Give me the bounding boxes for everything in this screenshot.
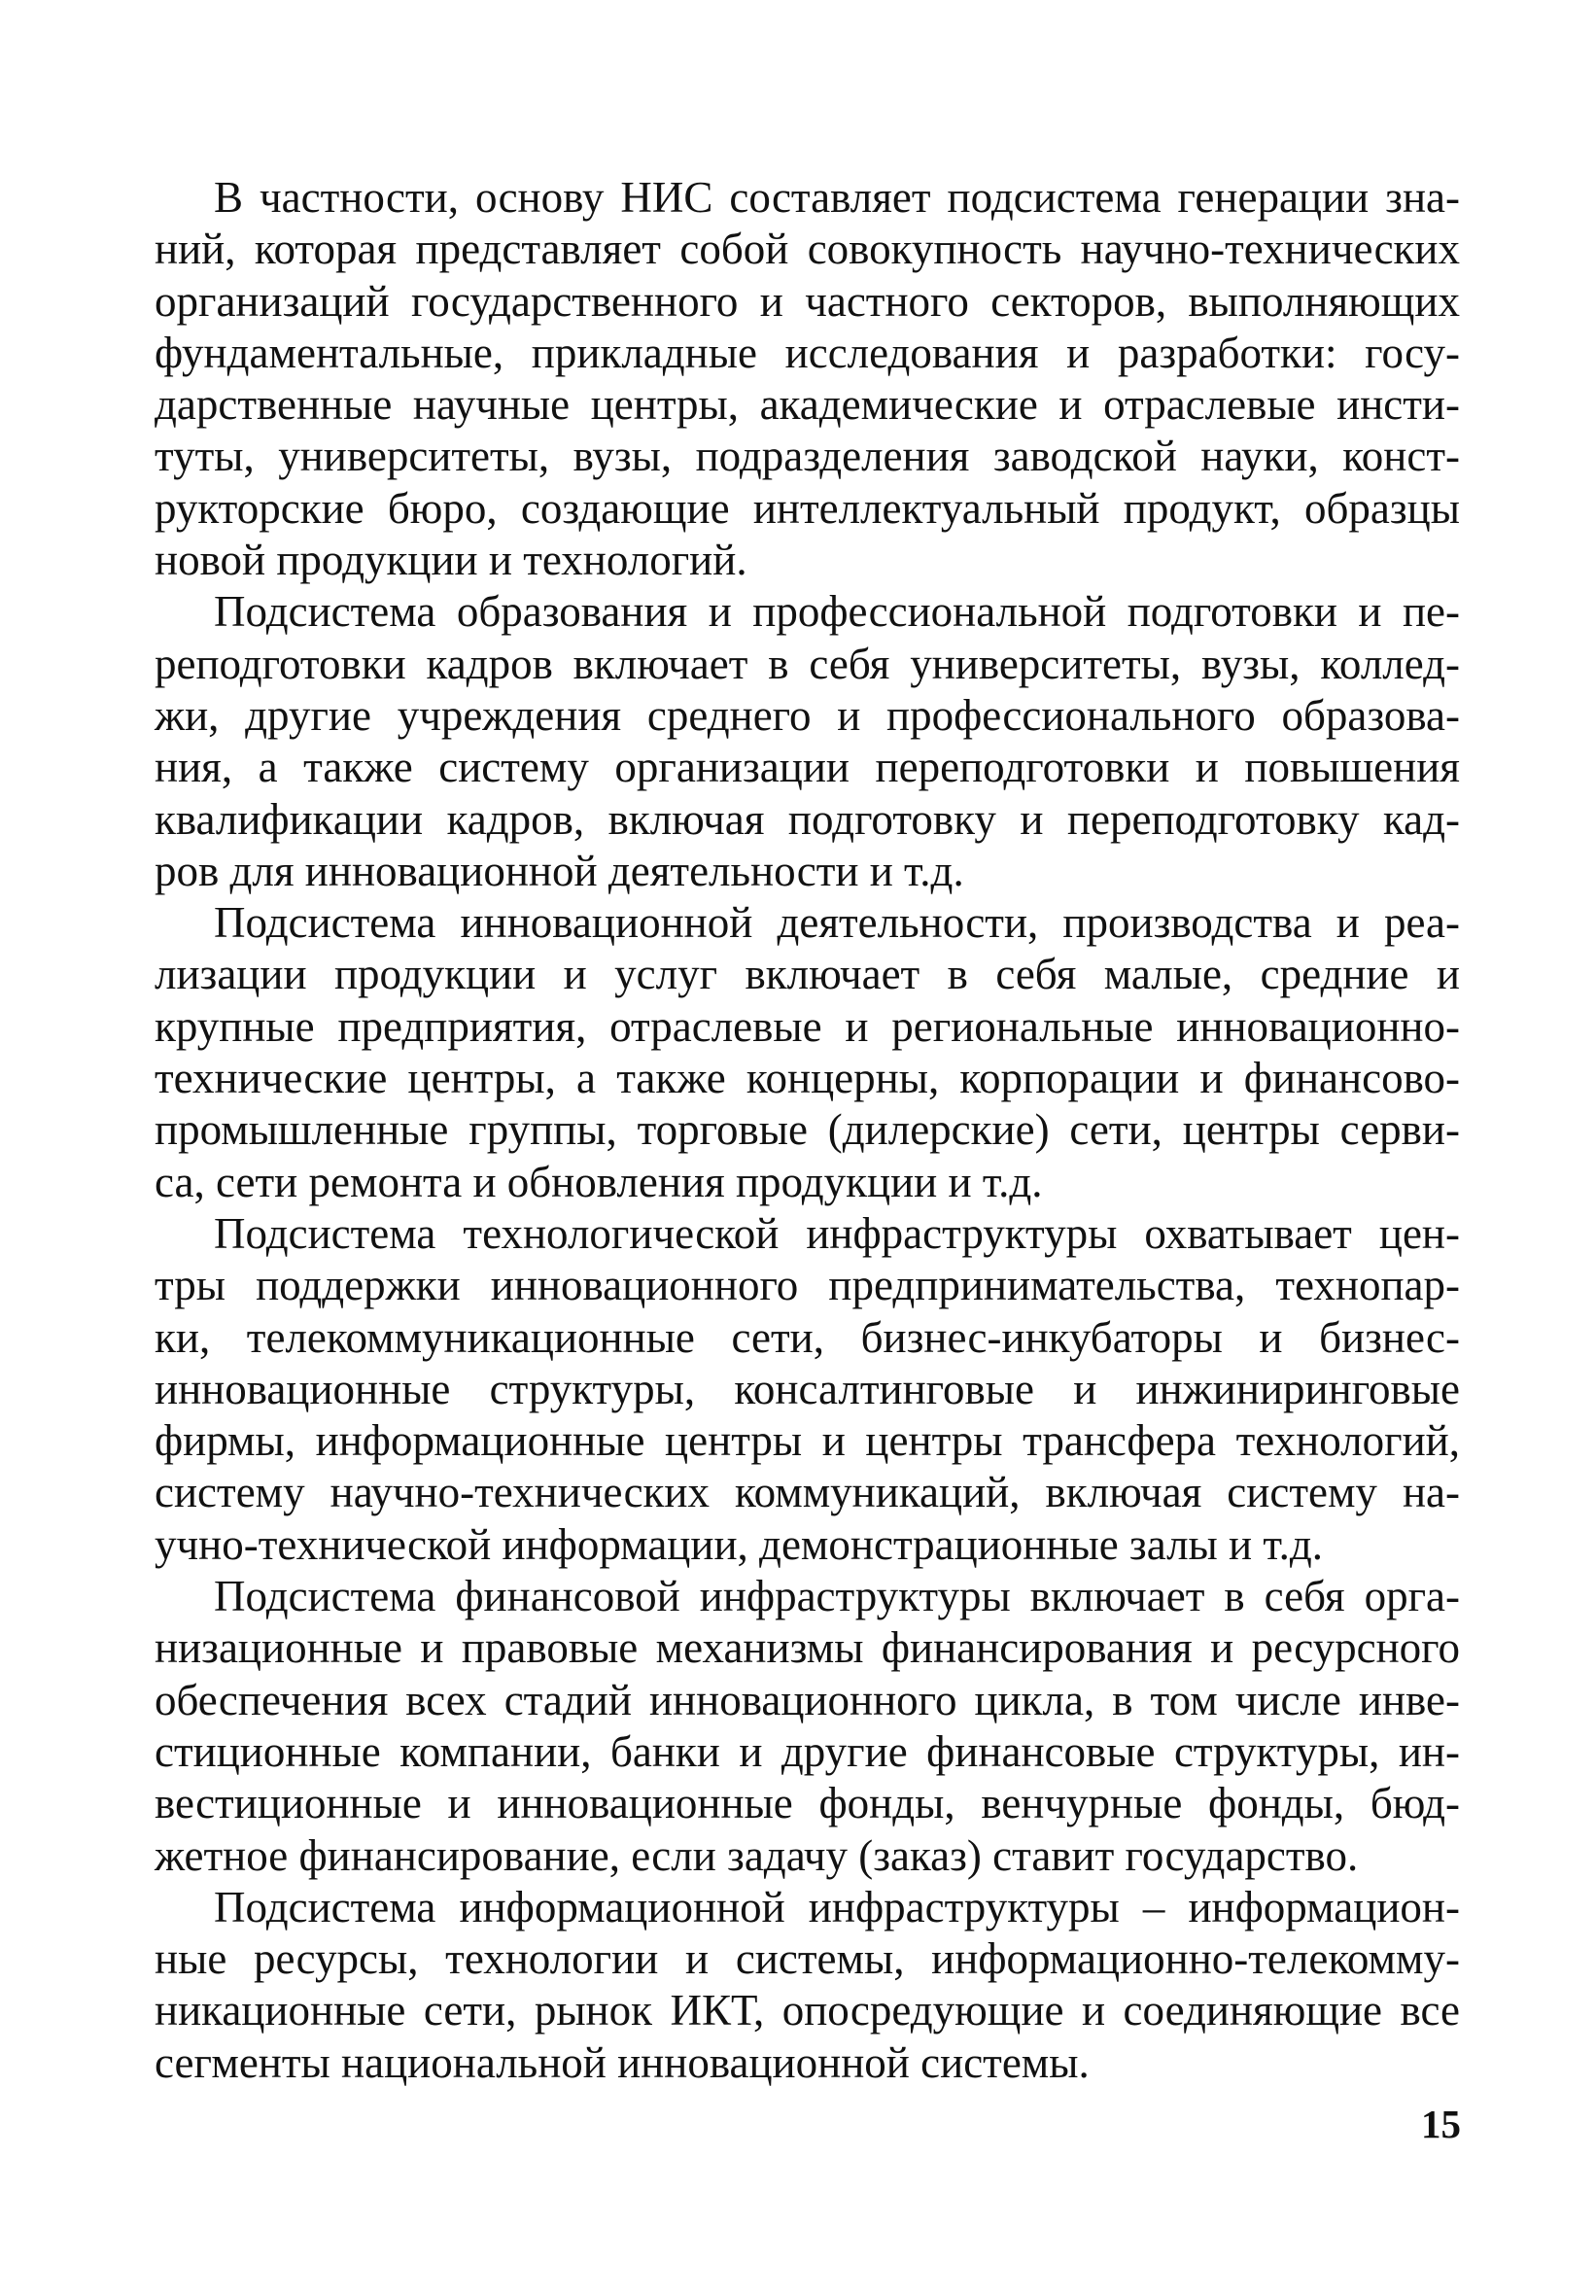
- text-line: Подсистема информационной инфраструктуры – информацион-: [214, 1882, 1460, 1931]
- paragraph-education: [155, 586, 1460, 897]
- text-line: систему научно-технических коммуникаций, включая систему на-: [155, 1468, 1460, 1517]
- text-line: Подсистема образования и профессиональной подготовки и пе-: [214, 587, 1460, 637]
- text-line: ния, а также систему организации переподготовки и повышения: [155, 743, 1460, 792]
- text-line: организаций государственного и частного секторов, выполняющих: [155, 276, 1460, 326]
- text-line: технические центры, а также концерны, корпорации и финансово-: [155, 1054, 1460, 1103]
- page-number: 15: [1421, 2102, 1461, 2146]
- paragraph-financial-infrastructure: [155, 1571, 1460, 1882]
- text-line: фундаментальные, прикладные исследования и разработки: госу-: [155, 328, 1460, 377]
- text-line: Подсистема финансовой инфраструктуры включает в себя орга-: [214, 1572, 1460, 1621]
- text-line: сегменты национальной инновационной системы.: [155, 2037, 1090, 2087]
- text-line: квалификации кадров, включая подготовку и переподготовку кад-: [155, 794, 1460, 844]
- text-line: дарственные научные центры, академические и отраслевые инсти-: [155, 380, 1460, 430]
- paragraph-innovation-activity: [155, 897, 1460, 1208]
- text-line: реподготовки кадров включает в себя университеты, вузы, коллед-: [155, 639, 1460, 688]
- text-line: Подсистема инновационной деятельности, производства и реа-: [214, 898, 1460, 948]
- text-line: низационные и правовые механизмы финансирования и ресурсного: [155, 1623, 1460, 1673]
- text-line: са, сети ремонта и обновления продукции и т.д.: [155, 1157, 1043, 1206]
- body-text: [155, 172, 1460, 2089]
- paragraph-information-infrastructure: [155, 1882, 1460, 2089]
- text-line: туты, университеты, вузы, подразделения заводской науки, конст-: [155, 432, 1460, 481]
- text-line: жи, другие учреждения среднего и профессионального образова-: [155, 690, 1460, 740]
- paragraph-technological-infrastructure: [155, 1208, 1460, 1571]
- text-line: ров для инновационной деятельности и т.д.: [155, 846, 964, 895]
- text-line: В частности, основу НИС составляет подсистема генерации зна-: [214, 173, 1460, 222]
- text-line: ные ресурсы, технологии и системы, информационно-телекомму-: [155, 1934, 1460, 1984]
- text-line: лизации продукции и услуг включает в себя малые, средние и: [155, 950, 1460, 999]
- text-line: никационные сети, рынок ИКТ, опосредующие и соединяющие все: [155, 1986, 1460, 2035]
- text-line: жетное финансирование, если задачу (заказ) ставит государство.: [155, 1830, 1359, 1880]
- text-line: стиционные компании, банки и другие финансовые структуры, ин-: [155, 1726, 1460, 1776]
- text-line: промышленные группы, торговые (дилерские) сети, центры серви-: [155, 1105, 1460, 1155]
- text-line: ний, которая представляет собой совокупность научно-технических: [155, 225, 1460, 274]
- paragraph-knowledge-generation: [155, 172, 1460, 586]
- text-line: Подсистема технологической инфраструктуры охватывает цен-: [214, 1208, 1460, 1258]
- text-line: фирмы, информационные центры и центры трансфера технологий,: [155, 1416, 1460, 1466]
- text-line: тры поддержки инновационного предпринимательства, технопар-: [155, 1261, 1460, 1310]
- text-line: ки, телекоммуникационные сети, бизнес-инкубаторы и бизнес-: [155, 1312, 1460, 1362]
- text-line: новой продукции и технологий.: [155, 536, 747, 585]
- text-line: инновационные структуры, консалтинговые и инжиниринговые: [155, 1364, 1460, 1413]
- text-line: рукторские бюро, создающие интеллектуальный продукт, образцы: [155, 483, 1460, 533]
- text-line: крупные предприятия, отраслевые и региональные инновационно-: [155, 1001, 1460, 1051]
- text-line: вестиционные и инновационные фонды, венчурные фонды, бюд-: [155, 1779, 1460, 1828]
- text-line: учно-технической информации, демонстрационные залы и т.д.: [155, 1519, 1324, 1569]
- text-line: обеспечения всех стадий инновационного цикла, в том числе инве-: [155, 1675, 1460, 1724]
